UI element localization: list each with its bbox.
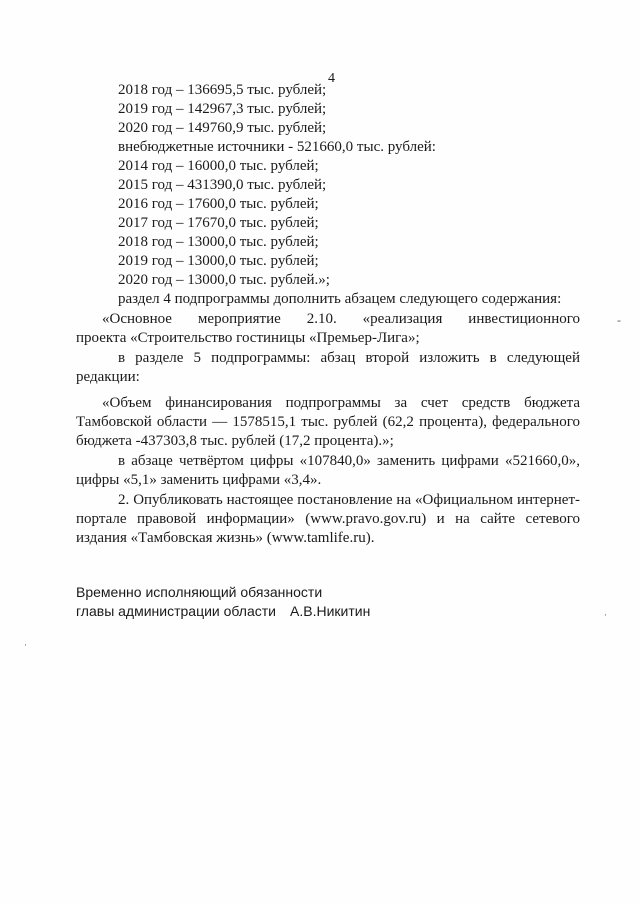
funding-line: 2017 год – 17670,0 тыс. рублей; [118,215,319,231]
publish-line: 2. Опубликовать настоящее постановление на «Официальном интернет- [118,492,580,508]
funding-line: 2015 год – 431390,0 тыс. рублей; [118,177,327,193]
measure-line: проекта «Строительство гостиницы «Премьер-Лига»; [76,330,420,346]
scan-speck: · [24,640,27,650]
funding-line: 2018 год – 13000,0 тыс. рублей; [118,234,319,250]
section5-line: редакции: [76,369,140,385]
funding-line: 2018 год – 136695,5 тыс. рублей; [118,82,327,98]
page-number: 4 [328,71,335,86]
paragraph4-line: цифры «5,1» заменить цифрами «3,4». [76,472,322,488]
funding-line: 2014 год – 16000,0 тыс. рублей; [118,158,319,174]
signature-title: главы администрации области [76,603,276,619]
publish-line: портале правовой информации» (www.pravo.gov.ru) и на сайте сетевого [76,511,580,527]
financing-line: Тамбовской области — 1578515,1 тыс. рублей (62,2 процента), федерального [76,414,580,430]
margin-mark: - [617,313,621,327]
measure-line: «Основное мероприятие 2.10. «реализация инвестиционного [102,311,580,327]
financing-line: «Объем финансирования подпрограммы за счет средств бюджета [102,395,580,411]
scan-speck: · [604,610,607,620]
funding-line: 2016 год – 17600,0 тыс. рублей; [118,196,319,212]
financing-line: бюджета -437303,8 тыс. рублей (17,2 процента).»; [76,433,394,449]
signature-name: А.В.Никитин [290,603,371,619]
funding-line: 2020 год – 13000,0 тыс. рублей.»; [118,272,330,288]
funding-line: 2019 год – 142967,3 тыс. рублей; [118,101,327,117]
section5-line: в разделе 5 подпрограммы: абзац второй изложить в следующей [118,350,580,366]
paragraph4-line: в абзаце четвёртом цифры «107840,0» заменить цифрами «521660,0», [118,453,580,469]
publish-line: издания «Тамбовская жизнь» (www.tamlife.ru). [76,530,375,546]
funding-line: 2020 год – 149760,9 тыс. рублей; [118,120,327,136]
funding-line: 2019 год – 13000,0 тыс. рублей; [118,253,319,269]
signature-title: Временно исполняющий обязанности [76,584,323,600]
funding-line: внебюджетные источники - 521660,0 тыс. рублей: [118,139,436,155]
section4-intro: раздел 4 подпрограммы дополнить абзацем следующего содержания: [118,291,562,307]
